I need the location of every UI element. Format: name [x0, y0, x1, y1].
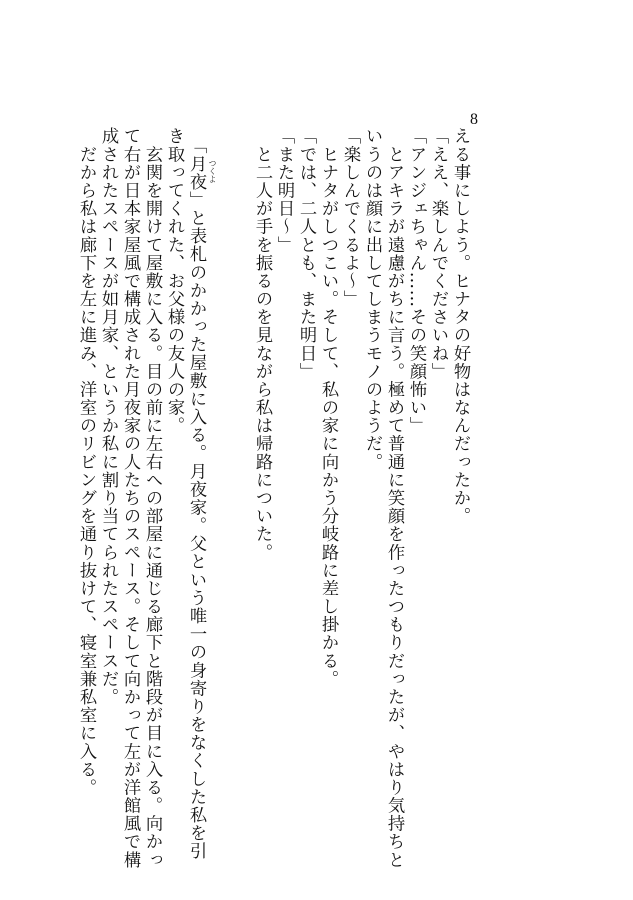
text-line-9: 「また明日〜」 [274, 127, 294, 254]
text-line-15: 成されたスペースが如月家、というか私に割り当てられたスペースだ。 [98, 127, 118, 706]
text-line-6: 「楽しんでくるよ〜」 [340, 127, 360, 308]
text-line-12: き取ってくれた、お父様の友人の家。 [164, 127, 184, 435]
text-line-7: ヒナタがしつこい。そして、私の家に向かう分岐路に差し掛かる。 [318, 127, 338, 688]
text-line-16: だから私は廊下を左に進み、洋室のリビングを通り抜けて、寝室兼私室に入る。 [76, 127, 96, 797]
text-line-14: て右が日本家屋風で構成された月夜家の人たちのスペース。そして向かって左が洋館風で構 [120, 127, 140, 869]
text-line-4: とアキラが遠慮がちに言う。極めて普通に笑顔を作ったつもりだったが、やはり気持ちと [384, 127, 404, 869]
text-line-2: 「ええ、楽しんでくださいね」 [428, 127, 448, 381]
page-number: 8 [470, 111, 478, 128]
text-line-10: と二人が手を振るのを見ながら私は帰路についた。 [252, 127, 272, 562]
furigana-tsukuyo: つくよ [208, 159, 217, 183]
text-line-5: いうのは顔に出してしまうモノのようだ。 [362, 127, 382, 471]
text-line-13: 玄関を開けて屋敷に入る。目の前に左右への部屋に通じる廊下と階段が目に入る。向かっ [142, 127, 162, 869]
text-line-8: 「では、二人とも、また明日」 [296, 127, 316, 381]
text-line-1: える事にしよう。ヒナタの好物はなんだったか。 [450, 127, 470, 525]
text-line-3: 「アンジェちゃん……その笑顔怖い」 [406, 127, 426, 435]
novel-text-block [0, 127, 633, 869]
text-line-11: 「月夜」と表札のかかった屋敷に入る。月夜家。父という唯一の身寄りをなくした私を引 [186, 127, 206, 861]
